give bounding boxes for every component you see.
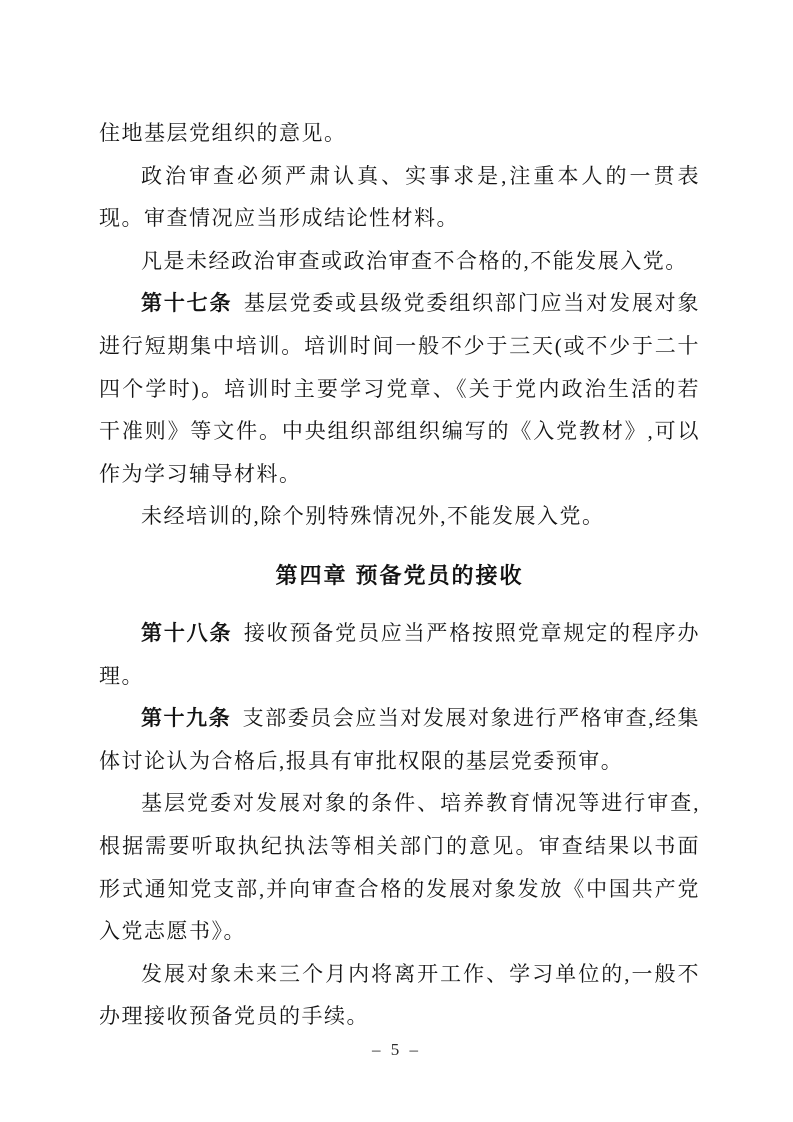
article-19-number: 第十九条 <box>141 706 232 731</box>
paragraph-article-17 <box>99 282 700 495</box>
paragraph-leaving-unit: 发展对象未来三个月内将离开工作、学习单位的,一般不办理接收预备党员的手续。 <box>99 961 700 1029</box>
paragraph-review-required: 凡是未经政治审查或政治审查不合格的,不能发展入党。 <box>141 248 688 273</box>
paragraph-continuation: 住地基层党组织的意见。 <box>99 121 347 145</box>
paragraph-training-required: 未经培训的,除个别特殊情况外,不能发展入党。 <box>141 504 605 529</box>
article-18-number: 第十八条 <box>141 620 233 645</box>
article-18-text: 接收预备党员应当严格按照党章规定的程序办理。 <box>99 620 700 688</box>
article-19-text: 支部委员会应当对发展对象进行严格审查,经集体讨论认为合格后,报具有审批权限的基层党委预审。 <box>99 706 701 773</box>
article-17-text: 基层党委或县级党委组织部门应当对发展对象进行短期集中培训。培训时间一般不少于三天(或不少于二十四个学时)。培训时主要学习党章、《关于党内政治生活的若干准则》等文件。中央组织部组织编写的《入党教材》,可以作为学习辅导材料。 <box>99 291 700 486</box>
article-17-number: 第十七条 <box>141 291 233 316</box>
chapter-4-heading: 第四章 预备党员的接收 <box>275 562 524 588</box>
document-body <box>99 112 700 1038</box>
paragraph-article-18 <box>99 612 700 697</box>
paragraph-article-19 <box>99 697 700 782</box>
paragraph-committee-review: 基层党委对发展对象的条件、培养教育情况等进行审查,根据需要听取执纪执法等相关部门的意见。审查结果以书面形式通知党支部,并向审查合格的发展对象发放《中国共产党入党志愿书》。 <box>99 791 700 944</box>
page-number: – 5 – <box>372 1040 421 1059</box>
paragraph-political-review: 政治审查必须严肃认真、实事求是,注重本人的一贯表现。审查情况应当形成结论性材料。 <box>99 163 700 231</box>
